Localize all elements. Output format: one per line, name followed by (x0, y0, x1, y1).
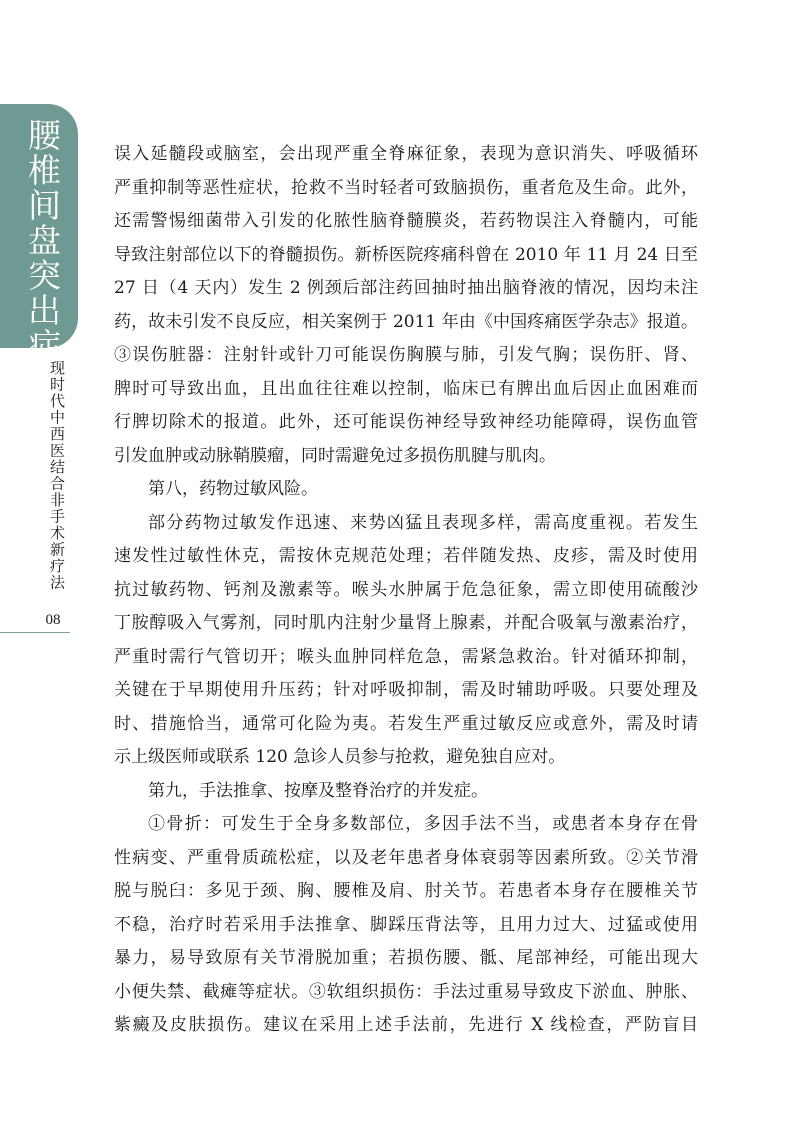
text-line: 小便失禁、截瘫等症状。③软组织损伤：手法过重易导致皮下淤血、肿胀、 (114, 981, 698, 1002)
text-line: 部分药物过敏发作迅速、来势凶猛且表现多样，需高度重视。若发生 (148, 512, 698, 533)
text-line: 药，故未引发不良反应，相关案例于 2011 年由《中国疼痛医学杂志》报道。 (114, 311, 698, 332)
text-line: ③误伤脏器：注射针或针刀可能误伤胸膜与肺，引发气胸；误伤肝、肾、 (114, 345, 698, 365)
page-body (114, 138, 698, 1043)
text-line: 引发血肿或动脉鞘膜瘤，同时需避免过多损伤肌腱与肌肉。 (114, 445, 556, 466)
text-line: 关键在于早期使用升压药；针对呼吸抑制，需及时辅助呼吸。只要处理及 (114, 680, 698, 700)
text-line: 丁胺醇吸入气雾剂，同时肌内注射少量肾上腺素，并配合吸氧与激素治疗， (114, 613, 698, 633)
text-line: 行脾切除术的报道。此外，还可能误伤神经导致神经功能障碍，误伤血管 (114, 412, 698, 432)
paragraph-manipulation (114, 808, 698, 1043)
text-line: 暴力，易导致原有关节滑脱加重；若损伤腰、骶、尾部神经，可能出现大 (114, 948, 698, 968)
text-line: 脾时可导致出血，且出血往往难以控制，临床已有脾出血后因止血困难而 (114, 378, 698, 399)
paragraph-complications-cont (114, 138, 698, 473)
text-line: 严重时需行气管切开；喉头血肿同样危急，需紧急救治。针对循环抑制， (114, 646, 698, 667)
text-line: 还需警惕细菌带入引发的化脓性脑脊髓膜炎，若药物误注入脊髓内，可能 (114, 211, 698, 231)
text-line: ①骨折：可发生于全身多数部位，多因手法不当，或患者本身存在骨 (148, 814, 698, 834)
text-line: 脱与脱臼：多见于颈、胸、腰椎及肩、肘关节。若患者本身存在腰椎关节 (114, 881, 698, 901)
text-line: 速发性过敏性休克，需按休克规范处理；若伴随发热、皮疹，需及时使用 (114, 546, 698, 566)
book-series-vertical: 现时代中西医结合非手术新疗法 (48, 360, 66, 591)
text-line: 示上级医师或联系 120 急诊人员参与抢救，避免独自应对。 (114, 747, 566, 767)
page-number: 08 (45, 612, 61, 628)
text-line: 紫癜及皮肤损伤。建议在采用上述手法前，先进行 X 线检查，严防盲目 (114, 1015, 698, 1035)
section-heading-9: 第九，手法推拿、按摩及整脊治疗的并发症。 (148, 780, 488, 801)
text-line: 抗过敏药物、钙剂及激素等。喉头水肿属于危急征象，需立即使用硫酸沙 (114, 579, 698, 600)
text-line: 性病变、严重骨质疏松症，以及老年患者身体衰弱等因素所致。②关节滑 (114, 847, 698, 868)
text-line: 不稳，治疗时若采用手法推拿、脚踩压背法等，且用力过大、过猛或使用 (114, 914, 698, 935)
text-line: 导致注射部位以下的脊髓损伤。新桥医院疼痛科曾在 2010 年 11 月 24 日至 (114, 244, 698, 265)
section-heading-8: 第八，药物过敏风险。 (148, 479, 318, 499)
paragraph-drug-allergy (114, 507, 698, 775)
text-line: 误入延髓段或脑室，会出现严重全脊麻征象，表现为意识消失、呼吸循环 (114, 144, 698, 164)
page-number-rule (0, 632, 70, 633)
text-line: 严重抑制等恶性症状，抢救不当时轻者可致脑损伤，重者危及生命。此外， (114, 177, 698, 198)
text-line: 27 日（4 天内）发生 2 例颈后部注药回抽时抽出脑脊液的情况，因均未注 (114, 278, 698, 298)
text-line: 时、措施恰当，通常可化险为夷。若发生严重过敏反应或意外，需及时请 (114, 713, 698, 734)
book-title-vertical: 腰椎间盘突出症 (23, 118, 62, 363)
